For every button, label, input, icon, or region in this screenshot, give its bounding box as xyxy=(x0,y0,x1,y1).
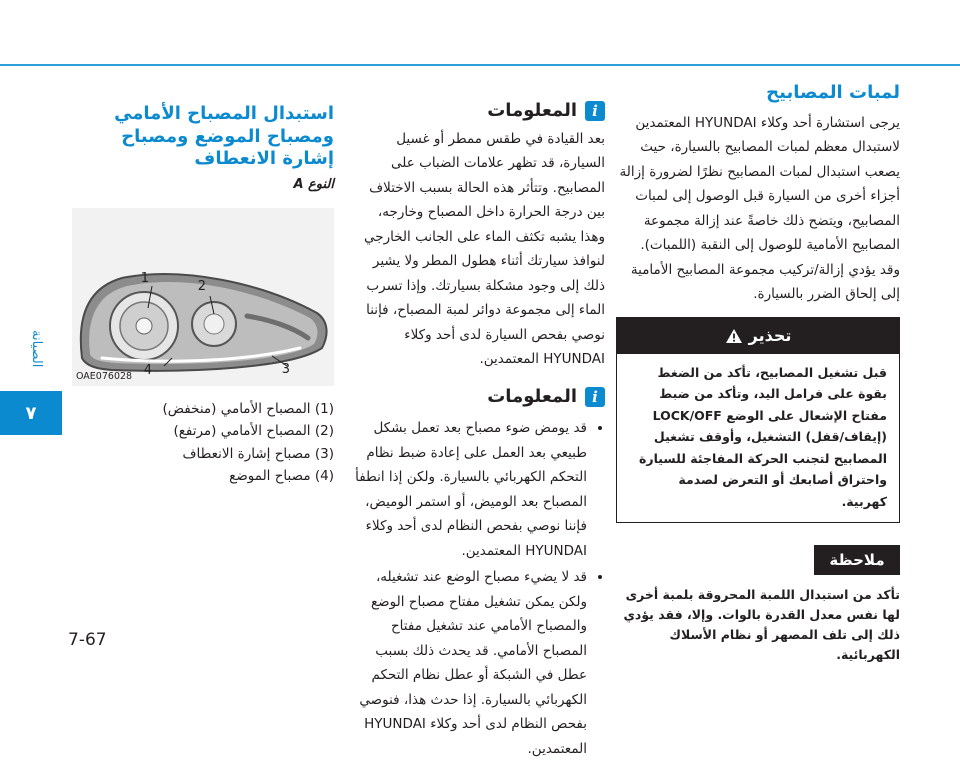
warning-title: تحذير xyxy=(748,326,792,345)
section-label: الصيانة xyxy=(29,330,44,368)
headlamp-legend xyxy=(72,398,334,488)
information-heading-1 xyxy=(350,100,605,123)
information-body-1: بعد القيادة في طقس ممطر أو غسيل السيارة، قد تظهر علامات الضباب على المصابيح. وتتأثر هذه الحالة بسبب الاختلاف بين درجة الحرارة داخل المصباح وخارجه، وهذا يشبه تكثف الماء على الجانب الخارجي لنوافذ سيارتك أثناء هطول المطر ولا يشير ذلك إلى وجود مشكلة بسيارتك. وإذا تسرب الماء إلى مجموعة دوائر لمبة المصباح، فإننا نوصي بفحص السيارة لدى أحد وكلاء HYUNDAI المعتمدين. xyxy=(363,130,605,367)
headlamp-subtitle: النوع A xyxy=(293,176,334,192)
headlamp-illustration xyxy=(72,208,334,386)
information-icon: i xyxy=(585,387,605,407)
legend-item: (3) مصباح إشارة الانعطاف xyxy=(182,445,334,462)
information-list xyxy=(350,416,605,761)
information-item: • قد لا يضيء مصباح الوضع عند تشغيله، ولكن يمكن تشغيل مفتاح مصباح الوضع والمصباح الأمامي عند تشغيل مفتاح المصباح الأمامي. قد يحدث ذلك بسبب عطل في الشبكة أو عطل نظام التحكم الكهربائي بالسيارة. إذا حدث هذا، فنوصي بفحص النظام لدى أحد وكلاء HYUNDAI المعتمدين. xyxy=(350,565,587,761)
headlamp-title: استبدال المصباح الأمامي ومصباح الموضع ومصباح إشارة الانعطاف xyxy=(114,103,334,169)
headlamp-diagram xyxy=(72,208,334,386)
bulb-title: لمبات المصابيح xyxy=(766,82,900,103)
information-item: • قد يومض ضوء مصباح بعد تعمل بشكل طبيعي بعد العمل على إعادة ضبط نظام التحكم الكهربائي بالسيارة. ولكن إذا انطفأ المصباح بعد الوميض، أو استمر الوميض، فإننا نوصي بفحص النظام لدى أحد وكلاء HYUNDAI المعتمدين. xyxy=(350,416,587,563)
callout-4: 4 xyxy=(143,362,152,378)
header-rule xyxy=(0,64,960,66)
page-number: 7-67 xyxy=(68,630,107,650)
warning-box xyxy=(616,317,900,524)
chapter-tab: ٧ xyxy=(0,391,62,435)
callout-2: 2 xyxy=(197,278,206,294)
legend-item: (2) المصباح الأمامي (مرتفع) xyxy=(173,423,334,439)
warning-icon xyxy=(725,328,743,344)
legend-item: (1) المصباح الأمامي (منخفض) xyxy=(162,400,334,417)
warning-text: قبل تشغيل المصابيح، تأكد من الضغط بقوة على فرامل اليد، وتأكد من ضبط مفتاح الإشعال على الوضع LOCK/OFF (إيقاف/قفل) التشغيل، وأوقف تشغيل المصابيح لتجنب الحركة المفاجئة للسيارة واحتراق أصابعك أو التعرض لصدمة كهربية. xyxy=(639,364,887,509)
warning-header xyxy=(617,318,899,354)
notice-label: ملاحظة xyxy=(814,545,900,575)
callout-3: 3 xyxy=(281,361,290,377)
bulb-section xyxy=(618,82,900,665)
information-heading-2 xyxy=(350,386,605,409)
callout-1: 1 xyxy=(140,270,149,286)
bulb-body: يرجى استشارة أحد وكلاء HYUNDAI المعتمدين لاستبدال معظم لمبات المصابيح بالسيارة، حيث يصعب استبدال لمبات المصابيح نظرًا لضرورة إزالة أجزاء أخرى من السيارة قبل الوصول إلى لمبات المصابيح، ويتضح ذلك خاصةً عند إزالة مجموعة المصابيح الأمامية للوصول إلى النقبة (اللمبات). وقد يؤدي إزالة/تركيب مجموعة المصابيح الأمامية إلى إلحاق الضرر بالسيارة. xyxy=(619,114,900,302)
information-section xyxy=(350,100,605,763)
information-title-2: المعلومات xyxy=(487,385,577,407)
legend-item: (4) مصباح الموضع xyxy=(229,468,334,484)
image-code: OAE076028 xyxy=(76,370,133,382)
headlamp-section xyxy=(72,103,334,488)
information-title-1: المعلومات xyxy=(487,100,577,121)
information-icon: i xyxy=(585,101,605,121)
notice-text: تأكد من استبدال اللمبة المحروقة بلمبة أخرى لها نفس معدل القدرة بالوات. وإلا، فقد يؤدي ذلك إلى تلف المصهر أو نظام الأسلاك الكهربائية. xyxy=(623,587,900,662)
